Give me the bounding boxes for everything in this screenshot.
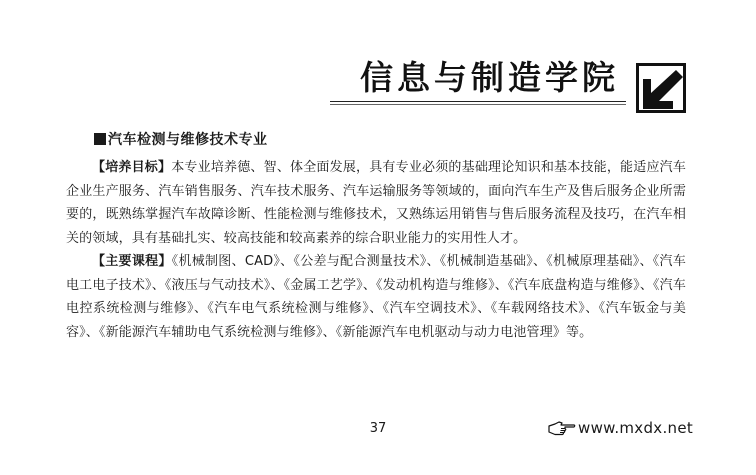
paragraph-text: 本专业培养德、智、体全面发展，具有专业必须的基础理论知识和基本技能，能适应汽车企业生产服务、汽车销售服务、汽车技术服务、汽车运输服务等领域的，面向汽车生产及售后服务企业所需要的，既熟练掌握汽车故障诊断、性能检测与维修技术，又熟练运用销售与售后服务流程及技巧，在汽车相关的领域，具有基础扎实、较高技能和较高素养的综合职业能力的实用性人才。 — [66, 160, 686, 246]
pointing-hand-icon — [548, 420, 576, 436]
page-title: 信息与制造学院 — [360, 58, 619, 97]
filled-square-icon — [94, 133, 106, 145]
arrow-down-left-icon — [636, 63, 686, 113]
website-url: www.mxdx.net — [578, 419, 694, 437]
section-title: 汽车检测与维修技术专业 — [108, 132, 268, 148]
paragraph-label: 【培养目标】 — [92, 160, 172, 175]
paragraph-label: 【主要课程】 — [92, 254, 172, 269]
header-divider — [330, 101, 626, 102]
paragraph-main-courses — [66, 250, 686, 344]
section-heading — [94, 128, 686, 150]
header-divider-thin — [330, 104, 626, 105]
paragraph-training-goal — [66, 156, 686, 250]
page-number: 37 — [369, 421, 387, 436]
content-area — [66, 128, 686, 344]
footer-website — [548, 417, 693, 439]
paragraph-text: 《机械制图、CAD》、《公差与配合测量技术》、《机械制造基础》、《机械原理基础》、《汽车电工电子技术》、《液压与气动技术》、《金属工艺学》、《发动机构造与维修》、《汽车底盘构造与维修》、《汽车电控系统检测与维修》、《汽车电气系统检测与维修》、《汽车空调技术》、《车载网络技术》、《汽车钣金与美容》、《新能源汽车辅助电气系统检测与维修》、《新能源汽车电机驱动与动力电池管理》等。 — [66, 254, 686, 340]
